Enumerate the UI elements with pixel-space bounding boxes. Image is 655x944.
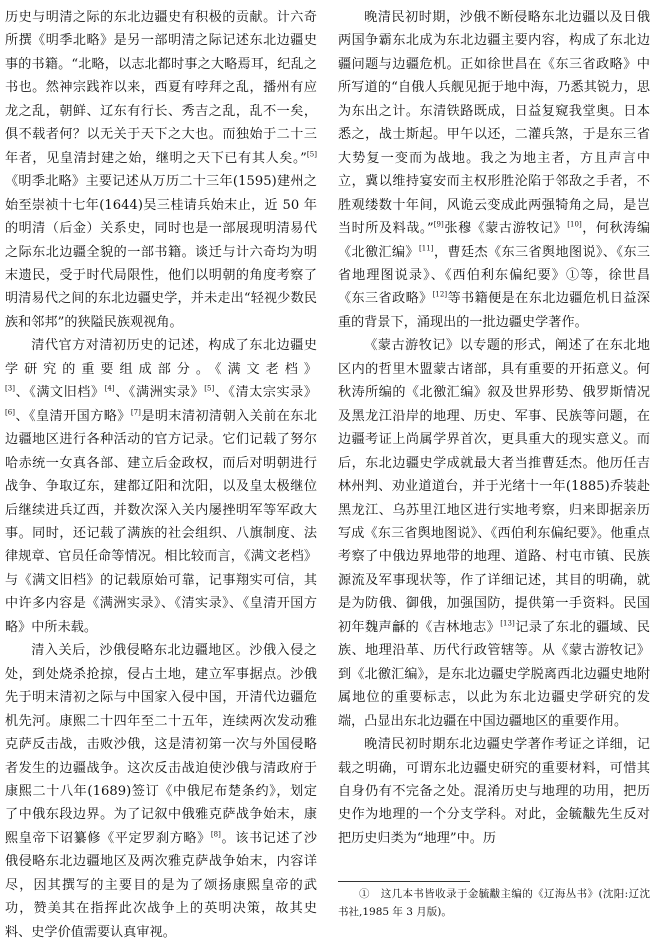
- citation-marker: [4]: [104, 384, 115, 393]
- footnote: ① 这几本书皆收录于金毓黻主编的《辽海丛书》(沈阳:辽沈书社,1985 年 3 月版)。: [338, 888, 650, 918]
- citation-marker: [12]: [432, 291, 448, 300]
- right-column: [338, 6, 650, 850]
- paragraph-qing-official-records: [5, 334, 317, 639]
- text: 、《满洲实录》: [114, 385, 205, 401]
- text: 《蒙古游牧记》以专题的形式，阐述了在东北地区内的哲里木盟蒙古诸部，具有重要的开拓意义。何秋涛所编的《北徼汇编》叙及世界形势、俄罗斯情况及黑龙江沿岸的地理、历史、军事、民族等问题，在边疆考证上尚属学界首次，更具重大的现实意义。而后，东北边疆史学成就最大者当推曹廷杰。他历任吉林州判、劝业道道台，并于光绪十一年(1885)乔装赴黑龙江、乌苏里江地区进行实地考察，归来即据亲历写成《东三省舆地图说》、《西伯利东偏纪要》。他重点考察了中俄边界地带的地理、道路、村屯市镇、民族源流及军事现状等，作了详细记述，其目的明确，就是为防俄、御俄，加强国防，提供第一手资料。民国初年魏声龢的《吉林地志》: [338, 338, 650, 635]
- citation-marker: [6]: [5, 408, 16, 417]
- citation-marker: [10]: [567, 220, 582, 229]
- text: 等书籍便是在东北边疆危机日益深重的背景下，涌现出的一批边疆史学著作。: [338, 291, 650, 330]
- citation-marker: [5]: [204, 384, 215, 393]
- left-column: [5, 6, 317, 944]
- citation-marker: [7]: [130, 408, 141, 417]
- paragraph-late-qing-crisis: [338, 6, 650, 334]
- text: 晚清民初时期，沙俄不断侵略东北边疆以及日俄两国争霸东北成为东北边疆主要内容，构成了东北边疆问题与边疆危机。正如徐世昌在《东三省政略》中所写道的“自俄人兵舰见扼于地中海，乃悉其锐力，思为东出之计。东清铁路既成，日益复窥我堂奥。日本悉之，战士斯起。甲午以还，二灌兵煞，于是东三省大势复一变而为战地。我之为地主者，方且声言中立，冀以维持宴安而主权形胜沦陷于邻敌之手者，不胜观缕数十年间，风诡云变成此两强犄角之局，是岂当时所及料哉。”: [338, 10, 650, 237]
- citation-marker: [13]: [500, 619, 515, 628]
- citation-marker: [9]: [433, 220, 444, 229]
- paragraph-mongol-nomad-record: [338, 334, 650, 733]
- text: 是明末清初清朝入关前在东北边疆地区进行各种活动的官方记录。它们记载了努尔哈赤统一女真各部、建立后金政权，而后对明朝进行战争、争取辽东，建都辽阳和沈阳，以及皇太极继位后继续进兵辽西，并数次深入关内屡挫明军等军政大事。同时，还记载了满族的社会组织、八旗制度、法律规章、官员任命等情况。相比较而言，《满文老档》与《满文旧档》的记载原始可靠，记事翔实可信，其中许多内容是《满洲实录》、《清实录》、《皇清开国方略》中所未载。: [5, 408, 318, 635]
- paragraph-evaluation: [338, 733, 650, 850]
- text: 、《皇清开国方略》: [15, 408, 131, 424]
- text: 《明季北略》主要记述从万历二十三年(1595)建州之始至崇祯十七年(1644)吴三桂请兵始末止，近 50 年的明清（后金）关系史，同时也是一部展现明清易代之际东北边疆全貌的一部书籍。谈迁与计六奇均为明末遗民，受于时代局限性，他们以明朝的角度考察了明清易代之间的东北边疆史学，并未走出“轻视少数民族和邻邦”的狭隘民族观视角。: [5, 174, 317, 330]
- paragraph-ming-qing-histories: [5, 6, 317, 334]
- text: ，何秋涛编《北徼汇编》: [338, 221, 651, 260]
- text: 记录了东北的疆域、民族、地理沿革、历代行政管辖等。从《蒙古游牧记》到《北徼汇编》，是东北边疆史学脱离西北边疆史地附属地位的重要标志，以此为东北边疆史学研究的发端，凸显出东北边疆在中国边疆地区的重要作用。: [338, 619, 650, 729]
- paragraph-russian-invasion: [5, 639, 317, 944]
- text: 清代官方对清初历史的记述，构成了东北边疆史学研究的重要组成部分。《满文老档》: [5, 338, 317, 377]
- citation-marker: [11]: [419, 244, 434, 253]
- citation-marker: [3]: [5, 384, 16, 393]
- text: 。该书记述了沙俄侵略东北边疆地区及两次雅克萨战争始末，内容详尽，因其撰写的主要目的是为了颂扬康熙皇帝的武功，赞美其在指挥此次战争上的英明决策，故其史料、史学价值需要认真审视。: [5, 830, 318, 940]
- text: 、《清太宗实录》: [214, 385, 317, 401]
- footnote-divider: [338, 881, 470, 882]
- text: 历史与明清之际的东北边疆史有积极的贡献。计六奇所撰《明季北略》是另一部明清之际记述东北边疆史事的书籍。“北略，以志北都时事之大略焉耳，纪乱之书也。然神宗践祚以来，西夏有哱拜之乱，播州有应龙之乱，朝鲜、辽东有行长、秀吉之乱，乱不一矣，俱不载者何？以无关于天下之大也。而独始于二十三年者，见皇清封建之始，继明之天下已有其人矣。”: [5, 10, 317, 166]
- citation-marker: [8]: [210, 830, 221, 839]
- text: 、《满文旧档》: [15, 385, 105, 401]
- text: ，曹廷杰《东三省舆地图说》、《东三省地理图说录》、《西伯利东偏纪要》①等，徐世昌《东三省政略》: [338, 244, 650, 307]
- text: 张穆《蒙古游牧记》: [443, 221, 568, 237]
- citation-marker: [5]: [306, 150, 317, 159]
- text: 清入关后，沙俄侵略东北边疆地区。沙俄入侵之处，到处烧杀抢掠，侵占土地，建立军事据点。沙俄先于明末清初之际与中国家入侵中国，开清代边疆危机先河。康熙二十四年至二十五年，连续两次发动雅克萨反击战，击败沙俄，这是清初第一次与外国侵略者发生的边疆战争。这次反击战迫使沙俄与清政府于康熙二十八年(1689)签订《中俄尼布楚条约》，划定了中俄东段边界。为了记叙中俄雅克萨战争始末，康熙皇帝下诏纂修《平定罗刹方略》: [5, 643, 317, 846]
- text: 晚清民初时期东北边疆史学著作考证之详细，记载之明确，可谓东北边疆史研究的重要材料，可惜其自身仍有不完备之处。混淆历史与地理的功用，把历史作为地理的一个分支学科。对此，金毓黻先生反对把历史归类为“地理”中。历: [338, 737, 650, 846]
